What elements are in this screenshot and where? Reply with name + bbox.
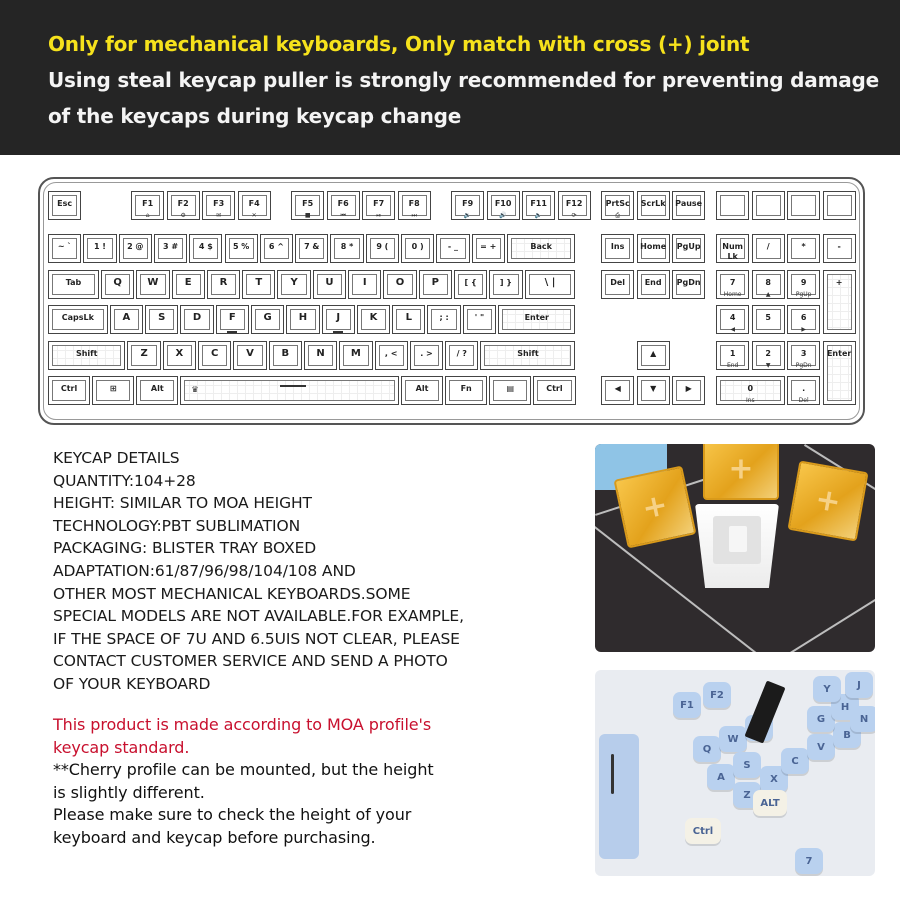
key-label: 6	[800, 313, 807, 322]
key-num-lk	[716, 234, 749, 263]
key-f7	[362, 191, 395, 220]
spec-height: HEIGHT: SIMILAR TO MOA HEIGHT	[53, 494, 312, 513]
key-label: F4	[248, 199, 260, 208]
key-label: Alt	[415, 384, 429, 393]
cherry-profile-note-cont: is slightly different.	[53, 782, 205, 802]
key-sublabel: ◀	[730, 326, 735, 333]
key-label: F5	[302, 199, 314, 208]
check-height-note: Please make sure to check the height of your	[53, 805, 412, 825]
key-label: /	[766, 242, 770, 251]
key-label: 4 $	[198, 242, 213, 251]
key-label: +	[835, 278, 843, 287]
key-label: Z	[140, 348, 148, 359]
key-home	[637, 234, 670, 263]
key-label: ▶	[685, 384, 692, 393]
key-s	[145, 305, 178, 334]
key-6	[787, 305, 820, 334]
key-k	[357, 305, 390, 334]
key-label: 8	[765, 278, 771, 287]
key-label: Fn	[460, 384, 472, 393]
key-	[752, 234, 785, 263]
spec-adaptation-cont: SPECIAL MODELS ARE NOT AVAILABLE.FOR EXAMPLE,	[53, 607, 464, 626]
keycap-h: H	[831, 694, 859, 720]
specs-heading: KEYCAP DETAILS	[53, 449, 180, 467]
key-r	[207, 270, 240, 299]
key-sublabel: ■	[304, 212, 311, 219]
key-6	[260, 234, 293, 263]
key-	[410, 341, 443, 370]
key-a	[110, 305, 143, 334]
key-label: F2	[177, 199, 189, 208]
key-label: 9 (	[376, 242, 389, 251]
key-label: 9	[800, 278, 807, 287]
key-label: A	[122, 312, 131, 323]
keyboard-side-panel	[599, 734, 639, 859]
key-	[525, 270, 576, 299]
keycap-b: B	[833, 722, 861, 748]
key-label: Alt	[150, 384, 164, 393]
key-label: [ {	[464, 278, 477, 287]
key-f12	[558, 191, 591, 220]
key-label: ] }	[499, 278, 512, 287]
key-blank	[752, 191, 785, 220]
key-m	[339, 341, 372, 370]
key-	[463, 305, 496, 334]
key-label: L	[405, 312, 412, 323]
key-label: Tab	[65, 278, 82, 287]
key-t	[242, 270, 275, 299]
key-sublabel: 🔈	[534, 212, 543, 219]
key-capslk	[48, 305, 108, 334]
key-ctrl	[48, 376, 90, 405]
key-label: ⊞	[109, 384, 117, 393]
key-back	[507, 234, 576, 263]
key-label: N	[316, 348, 325, 359]
key-label: Esc	[57, 199, 73, 208]
key-label: F6	[337, 199, 349, 208]
key-label: Ctrl	[546, 384, 563, 393]
key-	[489, 376, 531, 405]
key-label: 0	[747, 384, 754, 393]
key-ins	[601, 234, 634, 263]
key-0	[716, 376, 785, 405]
key-label: ▤	[506, 384, 515, 393]
key-label: , <	[384, 349, 398, 358]
key-label: End	[644, 278, 662, 287]
spec-adaptation-cont: OF YOUR KEYBOARD	[53, 674, 211, 693]
key-b	[269, 341, 302, 370]
key-label: S	[158, 312, 166, 323]
key-sublabel: ▼	[765, 362, 771, 369]
key-i	[348, 270, 381, 299]
key-sublabel: ⎙	[615, 212, 621, 219]
key-label: -	[837, 242, 841, 251]
key-	[436, 234, 469, 263]
key-alt	[136, 376, 178, 405]
switch-keycap-photo	[595, 444, 875, 652]
key-label: Pause	[675, 199, 703, 208]
key-label: V	[246, 348, 254, 359]
keycap-j: J	[845, 672, 873, 698]
key-sublabel: 🔊	[499, 212, 507, 219]
key-label: Home	[640, 242, 667, 251]
key-sublabel: PgDn	[795, 362, 812, 369]
key-label: F7	[373, 199, 385, 208]
spec-adaptation: ADAPTATION:61/87/96/98/104/108 AND	[53, 561, 356, 580]
key-label: Del	[610, 278, 626, 287]
key-label: PgDn	[676, 278, 701, 287]
key-pgdn	[672, 270, 705, 299]
key-label: Y	[290, 277, 298, 288]
key-f9	[451, 191, 484, 220]
key-label: Shift	[517, 349, 539, 358]
key-d	[180, 305, 213, 334]
key-sublabel: ▶	[801, 326, 806, 333]
compatibility-notice: Only for mechanical keyboards, Only match with cross (+) joint	[48, 32, 750, 56]
key-f2	[167, 191, 200, 220]
key-f6	[327, 191, 360, 220]
white-keycap-cross-stem	[695, 504, 779, 588]
key-label: 1 !	[93, 242, 106, 251]
mat-grid-line	[790, 594, 875, 652]
key-label: ' "	[474, 313, 485, 322]
key-sublabel: ⚙	[180, 212, 186, 219]
key-label: 3	[800, 349, 807, 358]
key-label: 1	[729, 349, 736, 358]
key-label: Ins	[610, 242, 625, 251]
key-label: - _	[447, 242, 458, 251]
key-2	[119, 234, 152, 263]
spec-adaptation-cont: OTHER MOST MECHANICAL KEYBOARDS.SOME	[53, 584, 411, 603]
key-label: 7 &	[304, 242, 320, 251]
key-c	[198, 341, 231, 370]
key-label: 6 ^	[268, 242, 284, 251]
key-label: I	[362, 277, 367, 288]
home-row-bump-icon	[227, 331, 237, 333]
key-sublabel: ⏭	[411, 212, 417, 219]
key-blank	[787, 191, 820, 220]
key-label: F1	[142, 199, 154, 208]
keycap-v: V	[807, 734, 835, 760]
key-label: X	[175, 348, 184, 359]
key-blank	[180, 376, 399, 405]
key-label: O	[395, 277, 405, 288]
key-7	[716, 270, 749, 299]
key-	[601, 376, 634, 405]
key-	[375, 341, 408, 370]
profile-notes	[53, 714, 573, 850]
key-label: W	[147, 277, 159, 288]
keycap-q: Q	[693, 736, 721, 762]
key-5	[752, 305, 785, 334]
keycap-7-loose: 7	[795, 848, 823, 874]
key-label: F10	[494, 199, 512, 208]
key-f8	[398, 191, 431, 220]
key-label: F12	[565, 199, 583, 208]
key-label: . >	[420, 349, 433, 358]
key-p	[419, 270, 452, 299]
key-label: E	[184, 277, 192, 288]
cherry-profile-note: **Cherry profile can be mounted, but the height	[53, 760, 434, 780]
key-label: CapsLk	[61, 313, 94, 322]
key-esc	[48, 191, 81, 220]
keycap-f2: F2	[703, 682, 731, 708]
key-	[427, 305, 460, 334]
key-7	[295, 234, 328, 263]
key-3	[787, 341, 820, 370]
key-label: \ |	[544, 277, 556, 288]
key-sublabel: PgUp	[795, 291, 812, 298]
key-	[823, 270, 856, 334]
home-row-bump-icon	[333, 331, 343, 333]
key-	[489, 270, 522, 299]
key-label: 5	[765, 313, 771, 322]
keycap-s: S	[733, 752, 761, 778]
key-f10	[487, 191, 520, 220]
key-label: ScrLk	[640, 199, 666, 208]
key-8	[330, 234, 363, 263]
yellow-switch-left	[613, 465, 696, 548]
key-f3	[202, 191, 235, 220]
key-label: Back	[530, 242, 552, 251]
key-label: J	[336, 312, 341, 323]
key-del	[601, 270, 634, 299]
key-	[472, 234, 505, 263]
key-f	[216, 305, 249, 334]
key-2	[752, 341, 785, 370]
key-f4	[238, 191, 271, 220]
key-sublabel: ⏮	[340, 212, 346, 219]
key-g	[251, 305, 284, 334]
key-	[454, 270, 487, 299]
key-label: ~ `	[57, 242, 72, 251]
key-l	[392, 305, 425, 334]
moa-profile-warning-cont: keycap standard.	[53, 737, 190, 757]
key-	[445, 341, 478, 370]
key-label: F9	[462, 199, 474, 208]
key-label: R	[219, 277, 228, 288]
key-end	[637, 270, 670, 299]
yellow-switch-right	[787, 460, 868, 541]
keycap-a: A	[707, 764, 735, 790]
key-	[92, 376, 134, 405]
key-label: Q	[113, 277, 122, 288]
key-label: 4	[729, 313, 736, 322]
key-1	[83, 234, 116, 263]
key-1	[716, 341, 749, 370]
key-sublabel: ⟳	[571, 212, 577, 219]
key-j	[322, 305, 355, 334]
key-label: B	[281, 348, 290, 359]
header-banner	[0, 0, 900, 155]
key-	[787, 234, 820, 263]
key-sublabel: ▲	[765, 291, 771, 298]
key-sublabel: ⏯	[376, 212, 382, 219]
key-9	[787, 270, 820, 299]
key-pause	[672, 191, 705, 220]
key-x	[163, 341, 196, 370]
key-8	[752, 270, 785, 299]
key-label: F8	[408, 199, 420, 208]
key-shift	[480, 341, 575, 370]
key-	[637, 341, 670, 370]
key-shift	[48, 341, 125, 370]
key-sublabel: Home	[723, 291, 742, 298]
key-9	[366, 234, 399, 263]
key-label: Ctrl	[60, 384, 78, 393]
key-w	[136, 270, 169, 299]
key-label: P	[431, 277, 439, 288]
key-label: 0 )	[411, 242, 424, 251]
key-sublabel: ✉	[216, 212, 222, 219]
key-label: Enter	[826, 349, 852, 358]
key-enter	[823, 341, 856, 405]
key-sublabel: ✕	[251, 212, 257, 219]
key-f11	[522, 191, 555, 220]
key-label: ◀	[614, 384, 621, 393]
key-label: M	[350, 348, 361, 359]
key-tab	[48, 270, 99, 299]
spacebar-marker	[280, 385, 306, 387]
key-prtsc	[601, 191, 634, 220]
keycap-n: N	[850, 706, 875, 732]
usb-dongle	[744, 680, 785, 743]
spec-technology: TECHNOLOGY:PBT SUBLIMATION	[53, 516, 301, 535]
key-y	[277, 270, 310, 299]
key-label: F11	[530, 199, 547, 208]
key-	[672, 376, 705, 405]
key-sublabel: End	[726, 362, 739, 369]
keycap-y: Y	[813, 676, 841, 702]
key-0	[401, 234, 434, 263]
key-	[637, 376, 670, 405]
key-label: D	[192, 312, 202, 323]
spec-quantity: QUANTITY:104+28	[53, 471, 196, 490]
key-f1	[131, 191, 164, 220]
key-label: U	[325, 277, 334, 288]
key-4	[716, 305, 749, 334]
key-h	[286, 305, 319, 334]
key-f5	[291, 191, 324, 220]
key-4	[189, 234, 222, 263]
keycap-c: C	[781, 748, 809, 774]
keyboard-layout-diagram	[38, 177, 865, 425]
key-sublabel: ⌂	[145, 212, 150, 219]
key-sublabel: Ins	[745, 397, 755, 404]
key-	[787, 376, 820, 405]
key-label: 7	[729, 278, 736, 287]
key-pgup	[672, 234, 705, 263]
key-ctrl	[533, 376, 575, 405]
key-label: H	[298, 312, 308, 323]
key-label: ; :	[439, 313, 449, 322]
key-n	[304, 341, 337, 370]
key-fn	[445, 376, 487, 405]
key-label: Shift	[75, 349, 98, 358]
key-o	[383, 270, 416, 299]
key-blank	[716, 191, 749, 220]
keyboard-keycaps-photo	[595, 670, 875, 876]
key-5	[225, 234, 258, 263]
key-label: .	[802, 384, 806, 393]
key-scrlk	[637, 191, 670, 220]
keycap-details	[53, 447, 573, 696]
key-	[823, 234, 856, 263]
key-label: *	[801, 242, 806, 251]
spec-packaging: PACKAGING: BLISTER TRAY BOXED	[53, 539, 317, 558]
key-label: PrtSc	[605, 199, 630, 208]
key-z	[127, 341, 160, 370]
key-label: 8 *	[340, 242, 354, 251]
keycap-z: Z	[733, 782, 761, 808]
key-blank	[823, 191, 856, 220]
key-3	[154, 234, 187, 263]
crown-icon: ♛	[191, 385, 199, 394]
key-label: ▲	[650, 349, 657, 358]
puller-recommendation-line1: Using steal keycap puller is strongly recommended for preventing damage	[48, 68, 879, 92]
key-label: F	[228, 312, 236, 323]
key-label: 5 %	[232, 242, 250, 251]
key-label: / ?	[456, 349, 467, 358]
key-sublabel: 🔉	[463, 212, 472, 219]
check-height-note-cont: keyboard and keycap before purchasing.	[53, 827, 376, 847]
key-e	[172, 270, 205, 299]
key-enter	[498, 305, 575, 334]
spec-adaptation-cont: IF THE SPACE OF 7U AND 6.5UIS NOT CLEAR, PLEASE	[53, 629, 460, 648]
keycap-g: G	[807, 706, 835, 732]
puller-recommendation-line2: of the keycaps during keycap change	[48, 104, 462, 128]
key-label: G	[263, 312, 272, 323]
key-alt	[401, 376, 443, 405]
key-label: 3 #	[163, 242, 179, 251]
key-label: = +	[480, 242, 497, 251]
keycap-ctrl: Ctrl	[685, 818, 721, 844]
key-label: Enter	[524, 313, 549, 322]
key-sublabel: Del	[798, 397, 809, 404]
key-label: F3	[213, 199, 225, 208]
keycap-f1: F1	[673, 692, 701, 718]
key-label: Num Lk	[722, 242, 744, 261]
keycap-w: W	[719, 726, 747, 752]
key-label: C	[210, 348, 219, 359]
key-u	[313, 270, 346, 299]
spec-adaptation-cont: CONTACT CUSTOMER SERVICE AND SEND A PHOTO	[53, 652, 448, 671]
moa-profile-warning: This product is made according to MOA profile's	[53, 715, 432, 734]
key-q	[101, 270, 134, 299]
yellow-switch-center	[703, 444, 779, 500]
key-label: PgUp	[676, 242, 701, 251]
key-label: T	[255, 277, 263, 288]
key-label: 2	[765, 349, 771, 358]
key-	[48, 234, 81, 263]
key-v	[233, 341, 266, 370]
key-label: K	[369, 312, 378, 323]
keycap-alt: ALT	[753, 790, 787, 816]
keycap-x: X	[760, 766, 788, 792]
key-label: 2 @	[127, 242, 144, 251]
key-label: ▼	[650, 384, 657, 393]
